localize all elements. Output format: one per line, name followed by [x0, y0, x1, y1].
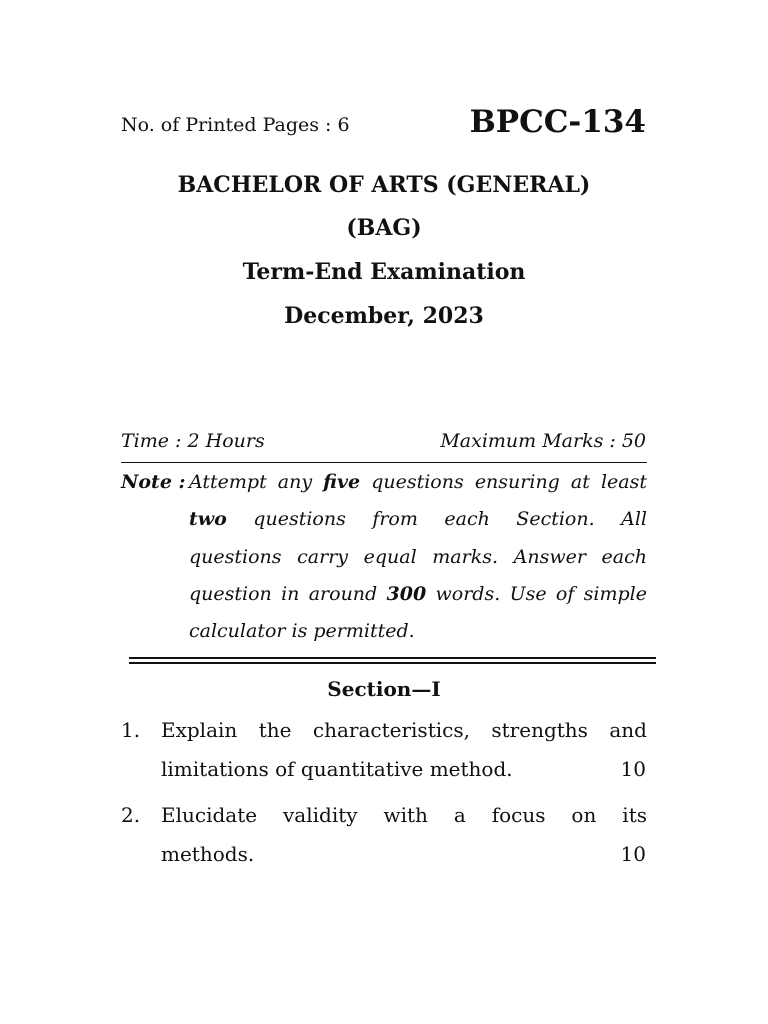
course-code: BPCC-134	[469, 104, 646, 140]
note-line: two questions from each Section. All	[189, 508, 647, 530]
note-label: Note :	[121, 471, 186, 493]
printed-pages-count: No. of Printed Pages : 6	[121, 114, 350, 136]
question-marks: 10	[620, 842, 646, 866]
question-text: Elucidate validity with a focus on its	[161, 803, 647, 827]
programme-title: BACHELOR OF ARTS (GENERAL)	[177, 172, 591, 198]
question-number: 2.	[121, 803, 141, 827]
note-line: Attempt any five questions ensuring at least	[189, 471, 647, 493]
exam-title: Term-End Examination	[242, 259, 526, 285]
question-marks: 10	[620, 757, 646, 781]
section-heading: Section—I	[327, 677, 441, 701]
exam-time: Time : 2 Hours	[121, 430, 265, 452]
note-line: question in around 300 words. Use of simple	[189, 583, 648, 605]
programme-abbrev: (BAG)	[346, 215, 422, 241]
note-line: calculator is permitted.	[189, 620, 415, 642]
exam-date: December, 2023	[284, 303, 484, 329]
double-divider-line	[129, 657, 656, 664]
maximum-marks: Maximum Marks : 50	[440, 430, 646, 452]
question-text: limitations of quantitative method.	[161, 757, 513, 781]
divider-line	[121, 462, 647, 463]
question-text: Explain the characteristics, strengths and	[161, 718, 647, 742]
note-line: questions carry equal marks. Answer each	[189, 546, 647, 568]
question-number: 1.	[121, 718, 141, 742]
question-text: methods.	[161, 842, 255, 866]
